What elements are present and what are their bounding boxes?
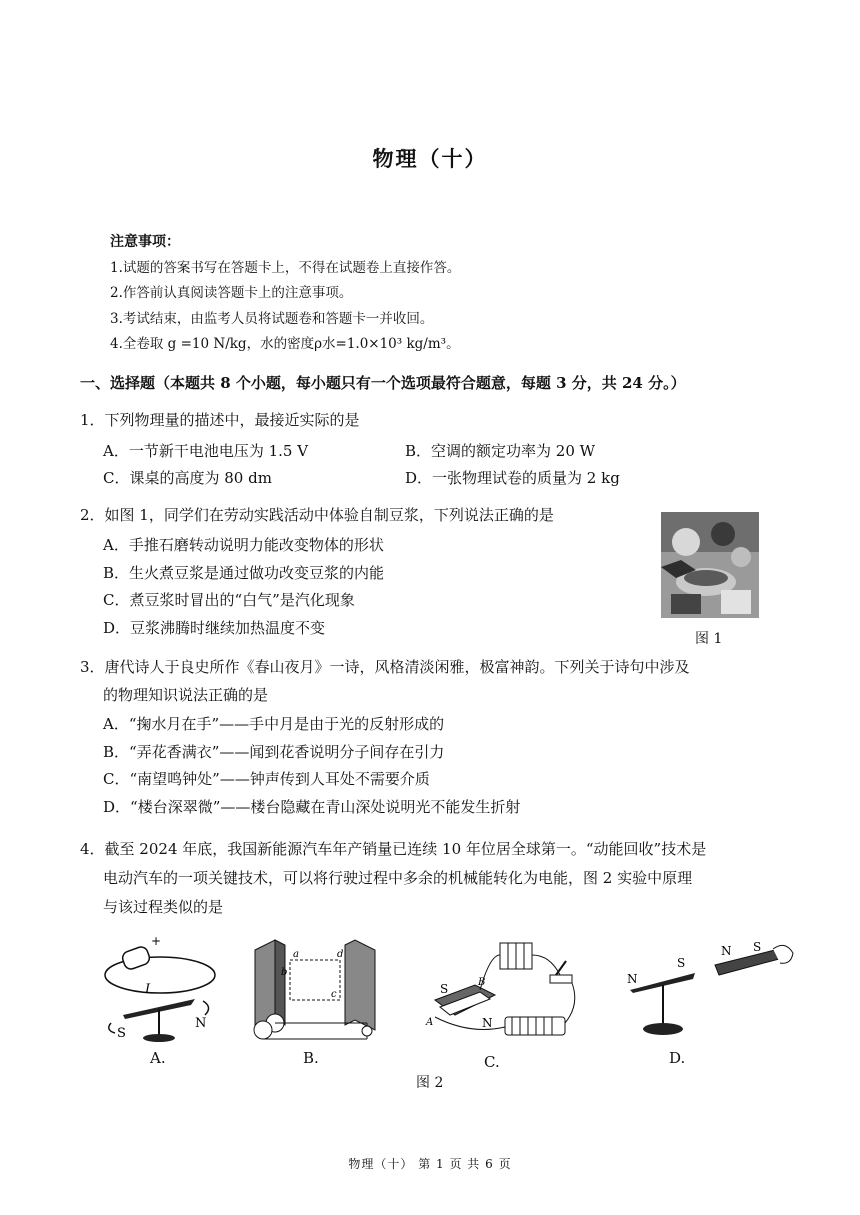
figure-d-label: D. [669, 1049, 686, 1067]
coil-in-magnet-figure [245, 935, 385, 1045]
question-4-stem-line1: 4．截至 2024 年底，我国新能源汽车年产销量已连续 10 年位居全球第一。“动能回收”技术是 [80, 840, 707, 858]
needle-north-label-d: N [627, 972, 638, 986]
q2-option-d: D．豆浆沸腾时继续加热温度不变 [103, 619, 326, 637]
question-1-stem: 1．下列物理量的描述中，最接近实际的是 [80, 411, 360, 429]
notice-heading: 注意事项： [110, 234, 180, 250]
needle-north-label: N [195, 1016, 207, 1031]
q1-option-c: C．课桌的高度为 80 dm [103, 469, 272, 487]
current-label: I [145, 982, 151, 997]
page-title: 物理（十） [372, 146, 488, 171]
q3-option-a: A．“掬水月在手”——手中月是由于光的反射形成的 [103, 715, 445, 733]
q1-option-d: D．一张物理试卷的质量为 2 kg [405, 469, 620, 487]
figure-b-label: B. [303, 1049, 319, 1067]
circuit-magnet-figure [420, 935, 585, 1050]
question-4-stem-line3: 与该过程类似的是 [103, 898, 224, 916]
rod-a-label: A [426, 1017, 434, 1028]
magnet-north-label: N [482, 1016, 493, 1030]
section-heading: 一、选择题（本题共 8 个小题，每小题只有一个选项最符合题意，每题 3 分，共 24 分。） [80, 374, 686, 392]
battery-plus-label: + [151, 935, 162, 948]
notice-item: 3.考试结束，由监考人员将试题卷和答题卡一并收回。 [110, 310, 434, 327]
bar-south-label: S [753, 940, 762, 954]
question-4-stem-line2: 电动汽车的一项关键技术，可以将行驶过程中多余的机械能转化为电能，图 2 实验中原理 [103, 869, 693, 887]
needle-south-label: S [117, 1026, 126, 1041]
q3-option-c: C．“南望鸣钟处”——钟声传到人耳处不需要介质 [103, 770, 430, 788]
q3-option-d: D．“楼台深翠微”——楼台隐藏在青山深处说明光不能发生折射 [103, 798, 521, 816]
coil-b-label: b [281, 967, 288, 978]
q1-option-b: B．空调的额定功率为 20 W [405, 442, 596, 460]
coil-a-label: a [293, 949, 299, 960]
bar-north-label: N [721, 944, 732, 958]
notice-item: 4.全卷取 g =10 N/kg，水的密度ρ水=1.0×10³ kg/m³。 [110, 336, 460, 352]
q3-option-b: B．“弄花香满衣”——闻到花香说明分子间存在引力 [103, 743, 445, 761]
question-3-stem-line2: 的物理知识说法正确的是 [103, 686, 269, 704]
coil-d-label: d [337, 949, 344, 960]
rod-b-label: B [478, 977, 486, 988]
notice-item: 2.作答前认真阅读答题卡上的注意事项。 [110, 285, 353, 301]
question-2-stem: 2．如图 1，同学们在劳动实践活动中体验自制豆浆，下列说法正确的是 [80, 506, 554, 524]
question-3-stem-line1: 3．唐代诗人于良史所作《春山夜月》一诗，风格清淡闲雅，极富神韵。下列关于诗句中涉及 [80, 658, 690, 676]
figure-c-label: C. [484, 1053, 500, 1071]
q2-option-c: C．煮豆浆时冒出的“白气”是汽化现象 [103, 591, 355, 609]
needle-south-label-d: S [677, 956, 686, 970]
figure-2-row [95, 935, 795, 1071]
soymilk-photo-figure [661, 512, 759, 618]
notice-block [110, 230, 460, 358]
magnet-needle-figure [625, 935, 795, 1045]
q2-option-a: A．手推石磨转动说明力能改变物体的形状 [103, 536, 384, 554]
q2-option-b: B．生火煮豆浆是通过做功改变豆浆的内能 [103, 564, 385, 582]
notice-item: 1.试题的答案书写在答题卡上，不得在试题卷上直接作答。 [110, 259, 461, 276]
figure-2-caption: 图 2 [416, 1075, 444, 1091]
magnet-south-label: S [440, 982, 449, 996]
figure-1-caption: 图 1 [695, 631, 723, 647]
oersted-experiment-figure [95, 935, 225, 1045]
coil-c-label: c [331, 989, 337, 1000]
q1-option-a: A．一节新干电池电压为 1.5 V [103, 442, 309, 460]
page-footer: 物理（十） 第 1 页 共 6 页 [348, 1157, 512, 1171]
figure-a-label: A. [150, 1049, 166, 1067]
